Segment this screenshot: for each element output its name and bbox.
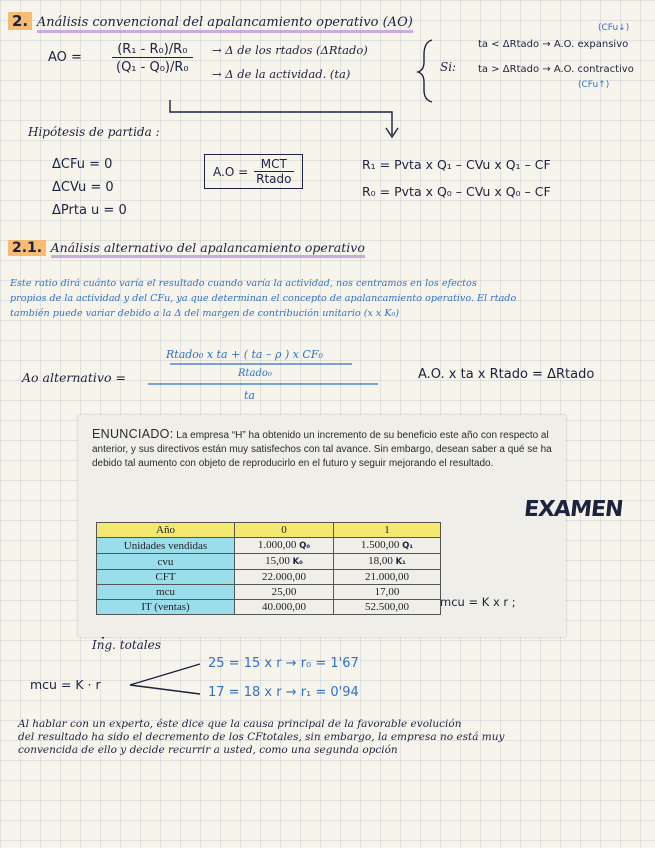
ao-box-label: A.O = <box>213 164 249 179</box>
table-annotation: K₀ <box>292 557 303 567</box>
ao-numerator: (R₁ - R₀)/R₀ <box>112 42 193 58</box>
si-note-cfu-down: (CFu↓) <box>598 23 630 33</box>
enunciado-text <box>92 427 557 471</box>
section-2-heading <box>8 12 413 30</box>
ao-alternativo-lhs: Ao alternativo = <box>22 370 126 385</box>
table-value: 15,00 <box>265 555 290 567</box>
hypothesis-pvta: ΔPrta u = 0 <box>52 203 127 218</box>
si-label: Si: <box>440 60 457 74</box>
table-cell: 52.500,00 <box>334 600 441 615</box>
table-row-label: mcu <box>97 585 235 600</box>
ao-box-denominator: Rtado <box>256 172 292 186</box>
ao-box-fraction <box>254 157 293 186</box>
enunciado-label: ENUNCIADO: <box>92 427 174 441</box>
ao-alternativo-rhs: A.O. x ta x Rtado = ΔRtado <box>418 367 595 382</box>
table-header-cell: 0 <box>235 523 334 538</box>
mcu-case-0: 25 = 15 x r → r₀ = 1'67 <box>208 656 359 671</box>
r1-formula: R₁ = Pvta x Q₁ – CVu x Q₁ – CF <box>362 157 551 172</box>
enunciado-body: La empresa “H” ha obtenido un incremento de su beneficio este año con respecto al anterior, y sus directivos están muy satisfechos con tal avance. Sin embargo, desean saber a qué se ha debido tal aumento con objeto de reproducirlo en el futuro y seguir mejorando el resultado. <box>92 430 552 469</box>
data-table <box>96 522 441 615</box>
hypothesis-cfu: ΔCFu = 0 <box>52 157 113 172</box>
table-cell <box>334 554 441 570</box>
mcu-formula-lhs: mcu = K · r <box>30 677 101 692</box>
table-header-row <box>97 523 441 538</box>
table-row-label: Unidades vendidas <box>97 538 235 554</box>
mcu-case-1: 17 = 18 x r → r₁ = 0'94 <box>208 685 359 700</box>
ao-alternativo-denominator: ta <box>244 389 255 402</box>
ao-arrow-actividad: → Δ de la actividad. (ta) <box>212 67 351 81</box>
paragraph-line: propios de la actividad y del CFu, ya que determinan el concepto de apalancamiento operativo. El rtado <box>10 293 517 304</box>
hypothesis-cvu: ΔCVu = 0 <box>52 180 114 195</box>
table-row <box>97 538 441 554</box>
table-row <box>97 570 441 585</box>
table-row-label: cvu <box>97 554 235 570</box>
ao-box-numerator: MCT <box>254 157 293 172</box>
table-value: 18,00 <box>368 555 393 567</box>
table-cell: 17,00 <box>334 585 441 600</box>
table-cell: 40.000,00 <box>235 600 334 615</box>
section-21-title: Análisis alternativo del apalancamiento operativo <box>51 240 365 258</box>
si-note-cfu-up: (CFu↑) <box>578 80 610 90</box>
hypotheses-title: Hipótesis de partida : <box>28 125 160 139</box>
examen-label: EXAMEN <box>522 497 624 522</box>
closing-line: del resultado ha sido el decremento de los CFtotales, sin embargo, la empresa no está muy <box>18 731 505 743</box>
paragraph-line: también puede variar debido a la Δ del margen de contribución unitario (x x K₀) <box>10 308 400 319</box>
section-2-number: 2. <box>8 12 32 30</box>
table-annotation: Q₀ <box>299 541 311 551</box>
table-cell <box>334 538 441 554</box>
table-header-cell: Año <box>97 523 235 538</box>
table-row <box>97 585 441 600</box>
paragraph-line: Este ratio dirá cuánto varía el resultado cuando varía la actividad, nos centramos en los efectos <box>10 278 477 289</box>
table-row <box>97 600 441 615</box>
r0-formula: R₀ = Pvta x Q₀ – CVu x Q₀ – CF <box>362 184 551 199</box>
ao-mct-box <box>204 154 303 189</box>
table-row-label: CFT <box>97 570 235 585</box>
ao-denominator: (Q₁ - Q₀)/R₀ <box>116 60 189 75</box>
table-cell: 22.000,00 <box>235 570 334 585</box>
table-value: 1.000,00 <box>257 539 297 551</box>
ao-arrow-rtados: → Δ de los rtados (ΔRtado) <box>212 43 368 57</box>
closing-paragraph <box>18 718 504 757</box>
closing-line: convencida de ello y decide recurrir a usted, como una segunda opción <box>18 744 398 756</box>
section-21-heading <box>8 240 365 256</box>
si-line-contractivo: ta > ΔRtado → A.O. contractivo <box>478 64 634 75</box>
ing-totales-label: Ing. totales <box>92 638 161 652</box>
table-row-label: IT (ventas) <box>97 600 235 615</box>
section-21-paragraph <box>10 276 516 321</box>
section-21-number: 2.1. <box>8 240 46 256</box>
section-2-title: Análisis convencional del apalancamiento operativo (AO) <box>37 15 413 33</box>
table-cell <box>235 554 334 570</box>
ao-alternativo-numerator: Rtado₀ x ta + ( ta – ρ ) x CF₀ <box>166 348 323 361</box>
table-cell: 25,00 <box>235 585 334 600</box>
table-header-cell: 1 <box>334 523 441 538</box>
table-annotation: Q₁ <box>402 541 414 551</box>
ao-lhs: AO = <box>48 50 82 65</box>
ao-fraction <box>112 42 193 75</box>
table-annotation: K₁ <box>395 557 406 567</box>
table-row <box>97 554 441 570</box>
closing-line: Al hablar con un experto, éste dice que la causa principal de la favorable evolución <box>18 718 462 730</box>
ao-alternativo-inner-denominator: Rtado₀ <box>238 368 272 379</box>
si-line-expansivo: ta < ΔRtado → A.O. expansivo <box>478 39 629 50</box>
table-value: 1.500,00 <box>360 539 400 551</box>
table-cell <box>235 538 334 554</box>
mcu-side-note: mcu = K x r ; <box>440 595 516 609</box>
table-cell: 21.000,00 <box>334 570 441 585</box>
